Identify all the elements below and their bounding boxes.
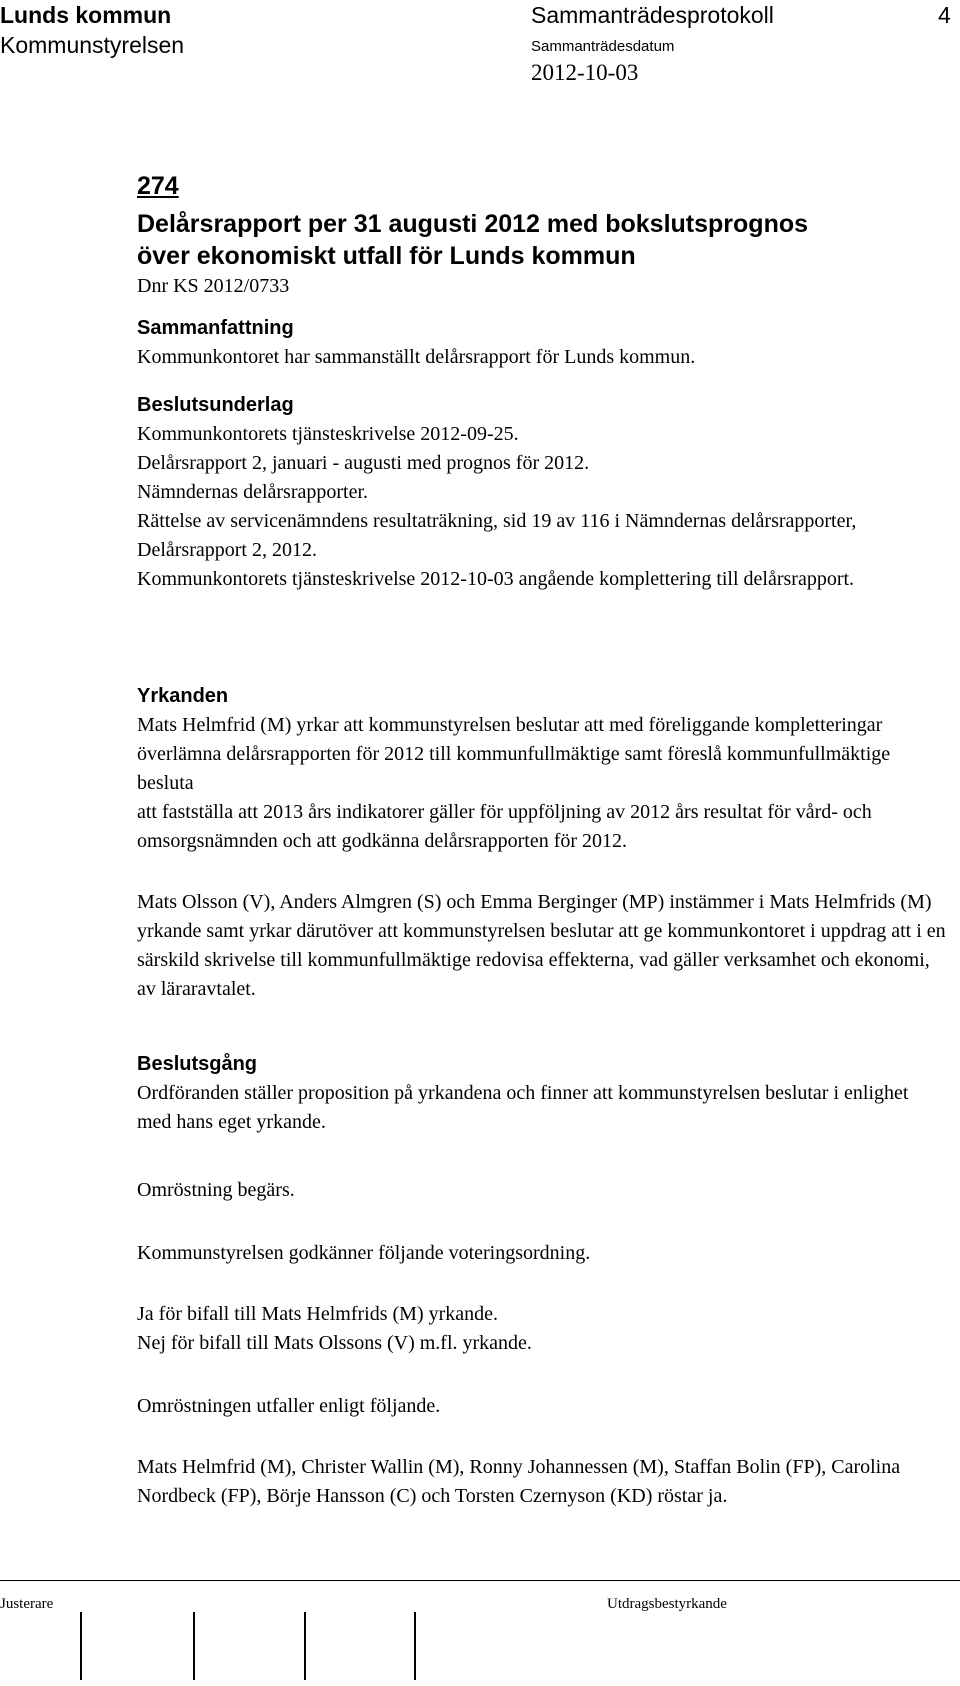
beslutsgang-text: Ordföranden ställer proposition på yrkandena och finner att kommunstyrelsen beslutar i enlighet med hans eget yrkande. <box>137 1082 909 1133</box>
ja-voters <box>137 1453 947 1511</box>
beslutsunderlag-item: Rättelse av servicenämndens resultaträkning, sid 19 av 116 i Nämndernas delårsrapporter, Delårsrapport 2, 2012. <box>137 510 857 561</box>
yrkande-helmfrid-att: att fastställa att 2013 års indikatorer gäller för uppföljning av 2012 års resultat för vård- och omsorgsnämnden och att godkänna delårsrapporten för 2012. <box>137 801 872 852</box>
vote-option-nej: Nej för bifall till Mats Olssons (V) m.fl. yrkande. <box>137 1332 532 1354</box>
sammanfattning-section <box>137 314 947 372</box>
beslutsunderlag-item: Nämndernas delårsrapporter. <box>137 481 369 503</box>
org-name: Lunds kommun <box>0 2 172 28</box>
yrkande-olsson-text: Mats Olsson (V), Anders Almgren (S) och Emma Berginger (MP) instämmer i Mats Helmfrids (M) yrkande samt yrkar därutöver att kommunstyrelsen beslutar att ge kommunkontoret i uppdrag att i en särskild skrivelse till kommunfullmäktige redovisa effekterna, vad gäller verksamhet och ekonomi, av läraravtalet. <box>137 891 946 1000</box>
beslutsunderlag-item: Delårsrapport 2, januari - augusti med prognos för 2012. <box>137 452 590 474</box>
utdragsbestyrkande-label: Utdragsbestyrkande <box>607 1596 727 1612</box>
footer-divider <box>0 1580 960 1581</box>
omrostning-begars-text: Omröstning begärs. <box>137 1179 295 1201</box>
sammanfattning-heading: Sammanfattning <box>137 317 294 339</box>
omrostning-begars <box>137 1176 947 1205</box>
section-title <box>137 208 937 272</box>
signature-line <box>80 1612 82 1680</box>
voteringsordning <box>137 1239 947 1268</box>
voteringsordning-text: Kommunstyrelsen godkänner följande voteringsordning. <box>137 1242 591 1264</box>
ja-voters-text: Mats Helmfrid (M), Christer Wallin (M), Ronny Johannessen (M), Staffan Bolin (FP), Carolina Nordbeck (FP), Börje Hansson (C) och Torsten Czernyson (KD) röstar ja. <box>137 1456 901 1507</box>
body-name: Kommunstyrelsen <box>0 32 185 58</box>
omrostning-utfall <box>137 1392 947 1421</box>
section-number: 274 <box>137 172 179 200</box>
meeting-date: 2012-10-03 <box>531 60 639 85</box>
yrkanden-section <box>137 682 947 856</box>
yrkanden-heading: Yrkanden <box>137 685 229 707</box>
vote-option-ja: Ja för bifall till Mats Helmfrids (M) yrkande. <box>137 1303 499 1325</box>
section-title-line1: Delårsrapport per 31 augusti 2012 med bokslutsprognos <box>137 210 809 238</box>
signature-line <box>414 1612 416 1680</box>
yrkande-olsson <box>137 888 947 1004</box>
yrkande-helmfrid: Mats Helmfrid (M) yrkar att kommunstyrelsen beslutar att med föreliggande kompletteringar överlämna delårsrapporten för 2012 till kommunfullmäktige samt föreslå kommunfullmäktige besluta <box>137 714 891 794</box>
justerare-label: Justerare <box>0 1596 54 1612</box>
signature-line <box>193 1612 195 1680</box>
beslutsunderlag-heading: Beslutsunderlag <box>137 394 294 416</box>
sammanfattning-text: Kommunkontoret har sammanställt delårsrapport för Lunds kommun. <box>137 346 696 368</box>
beslutsgang-heading: Beslutsgång <box>137 1053 258 1075</box>
diary-number: Dnr KS 2012/0733 <box>137 275 290 297</box>
doc-type: Sammanträdesprotokoll <box>531 2 774 28</box>
beslutsgang-section <box>137 1050 947 1137</box>
vote-options <box>137 1300 947 1358</box>
beslutsunderlag-item: Kommunkontorets tjänsteskrivelse 2012-10-03 angående komplettering till delårsrapport. <box>137 568 855 590</box>
signature-line <box>304 1612 306 1680</box>
beslutsunderlag-item: Kommunkontorets tjänsteskrivelse 2012-09-25. <box>137 423 519 445</box>
omrostning-utfall-text: Omröstningen utfaller enligt följande. <box>137 1395 441 1417</box>
section-title-line2: över ekonomiskt utfall för Lunds kommun <box>137 242 636 270</box>
page-number: 4 <box>938 2 951 28</box>
beslutsunderlag-section <box>137 391 947 594</box>
date-label: Sammanträdesdatum <box>531 38 675 55</box>
